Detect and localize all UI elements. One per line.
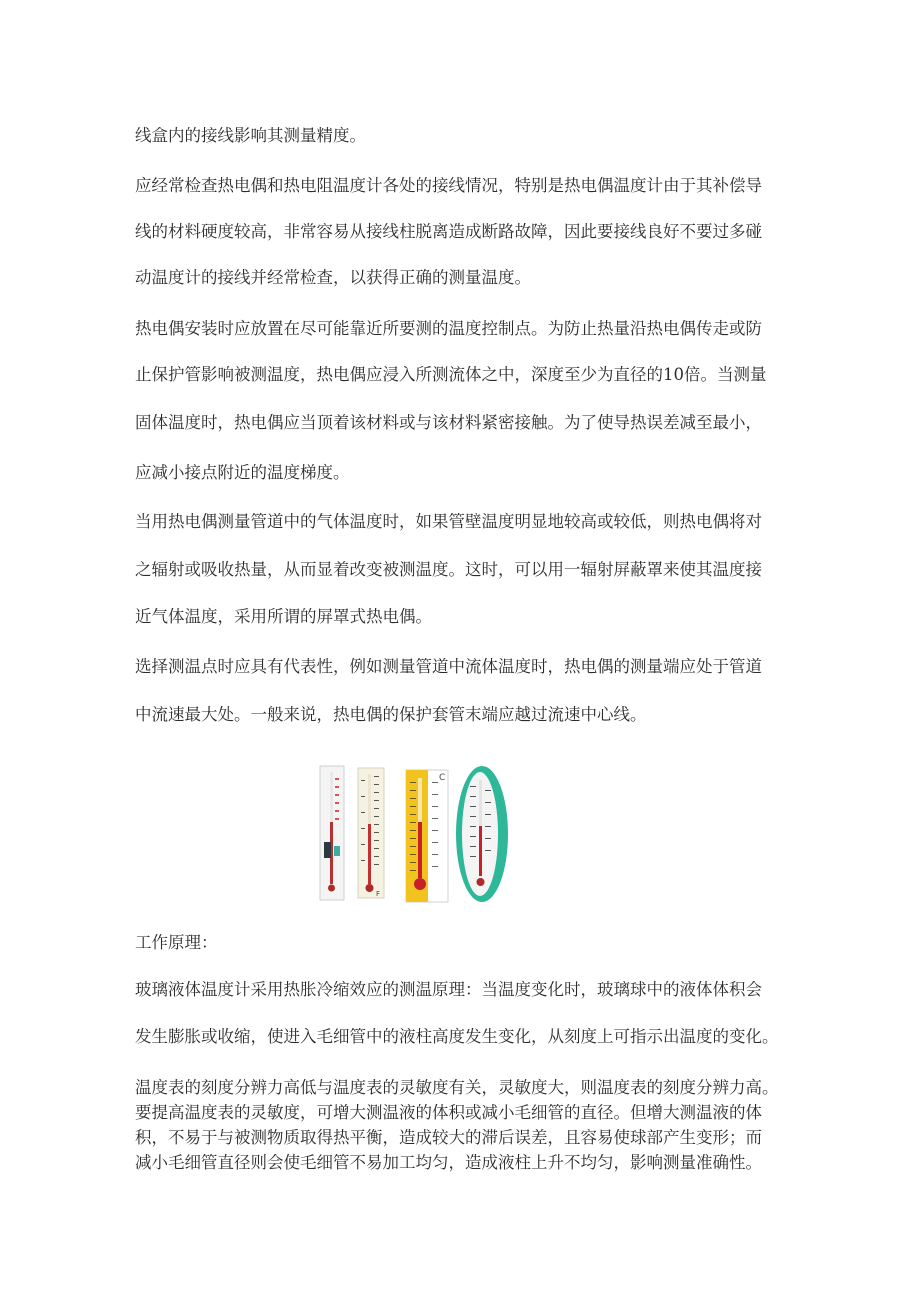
paragraph-line: 温度表的刻度分辨力高低与温度表的灵敏度有关，灵敏度大，则温度表的刻度分辨力高。 — [135, 1078, 779, 1097]
thermometer-4 — [456, 766, 508, 902]
paragraph-line: 减小毛细管直径则会使毛细管不易加工均匀，造成液柱上升不均匀，影响测量准确性。 — [135, 1153, 762, 1172]
thermometer-1 — [320, 766, 344, 900]
paragraph-line: 热电偶安装时应放置在尽可能靠近所要测的温度控制点。为防止热量沿热电偶传走或防 — [135, 319, 762, 338]
paragraph-line: 近气体温度，采用所谓的屏罩式热电偶。 — [135, 607, 432, 626]
paragraph-line: 应减小接点附近的温度梯度。 — [135, 463, 350, 482]
scale-f-label: F — [376, 890, 381, 898]
thermometer-2 — [358, 768, 384, 898]
paragraph-line: 选择测温点时应具有代表性，例如测量管道中流体温度时，热电偶的测量端应处于管道 — [135, 657, 762, 676]
paragraph-line: 玻璃液体温度计采用热胀冷缩效应的测温原理：当温度变化时，玻璃球中的液体体积会 — [135, 980, 762, 999]
paragraph-line: 固体温度时，热电偶应当顶着该材料或与该材料紧密接触。为了使导热误差减至最小， — [135, 413, 762, 432]
paragraph-line: 积，不易于与被测物质取得热平衡，造成较大的滞后误差，且容易使球部产生变形；而 — [135, 1128, 762, 1147]
paragraph-line: 发生膨胀或收缩，使进入毛细管中的液柱高度发生变化，从刻度上可指示出温度的变化。 — [135, 1027, 779, 1046]
paragraph-line: 线的材料硬度较高，非常容易从接线柱脱离造成断路故障，因此要接线良好不要过多碰 — [135, 222, 762, 241]
paragraph-line: 止保护管影响被测温度，热电偶应浸入所测流体之中，深度至少为直径的10倍。当测量 — [135, 365, 767, 384]
paragraph-line: 应经常检查热电偶和热电阻温度计各处的接线情况，特别是热电偶温度计由于其补偿导 — [135, 176, 762, 195]
scale-c-label: C — [439, 773, 446, 783]
paragraph-line: 之辐射或吸收热量，从而显着改变被测温度。这时，可以用一辐射屏蔽罩来使其温度接 — [135, 560, 762, 579]
paragraph-line: 动温度计的接线并经常检查，以获得正确的测量温度。 — [135, 268, 531, 287]
thermometer-3 — [406, 770, 448, 902]
paragraph-line: 线盒内的接线影响其测量精度。 — [135, 126, 366, 145]
paragraph-line: 要提高温度表的灵敏度，可增大测温液的体积或减小毛细管的直径。但增大测温液的体 — [135, 1103, 762, 1122]
paragraph-line: 中流速最大处。一般来说，热电偶的保护套管末端应越过流速中心线。 — [135, 705, 647, 724]
section-heading: 工作原理： — [135, 933, 218, 952]
paragraph-line: 当用热电偶测量管道中的气体温度时，如果管壁温度明显地较高或较低，则热电偶将对 — [135, 512, 762, 531]
thermometers-image — [318, 764, 510, 906]
